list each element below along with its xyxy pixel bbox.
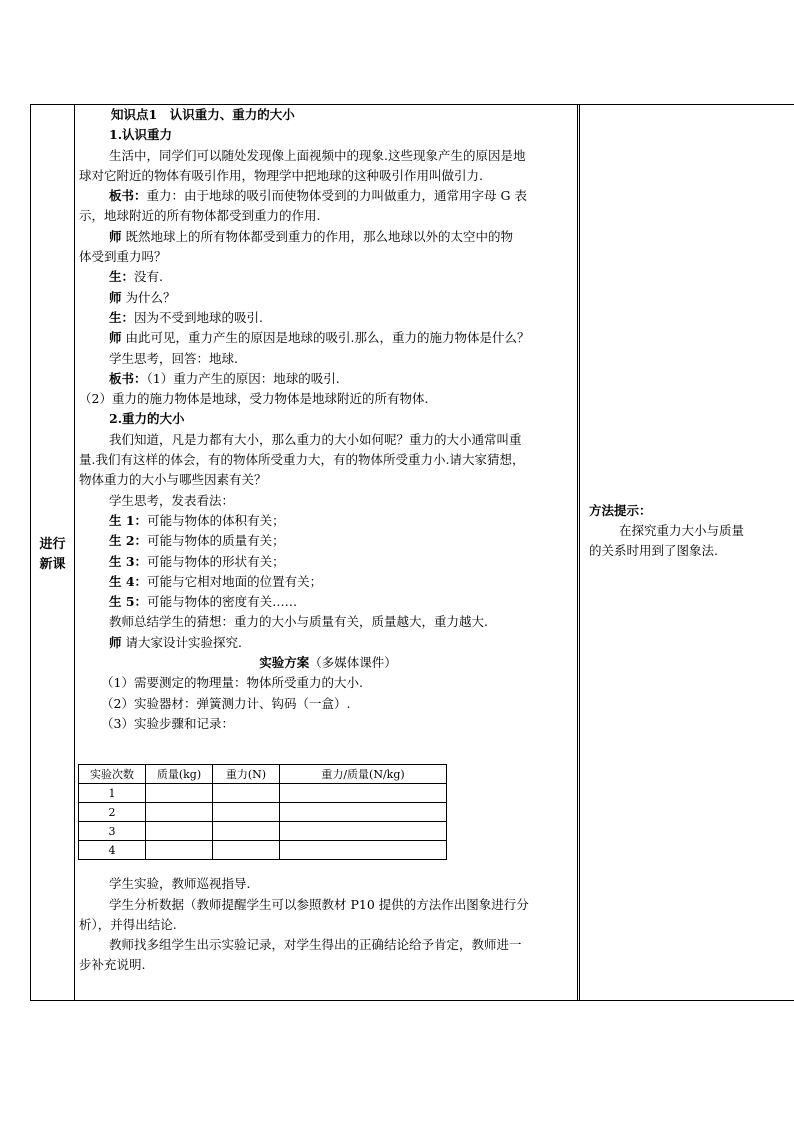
guess-label: 生 3： [109,553,148,569]
guess-1 [79,511,577,531]
table-cell [146,822,213,841]
p2-line-2: 量.我们有这样的体会，有的物体所受重力大，有的物体所受重力小.请大家猜想， [79,452,525,468]
plan-title-line [79,653,577,673]
sub2-title: 2.重力的大小 [109,411,185,427]
plan-item: （1）需要测定的物理量：物体所受重力的大小. [101,675,363,691]
think2-line: 学生思考，发表看法： [109,492,235,508]
plan-title: 实验方案 [259,655,310,671]
p2-line-3: 物体重力的大小与哪些因素有关？ [79,472,267,488]
table-cell: 3 [79,822,146,841]
table-cell [146,803,213,822]
table-header-row [79,765,447,784]
guess-text: 可能与物体的密度有关…… [147,594,298,610]
guess-label: 生 2： [109,533,148,549]
board2-line-2: （2）重力的施力物体是地球，受力物体是地球附近的所有物体. [79,391,429,407]
table-header: 质量(kg) [146,765,213,784]
student-label: 生： [109,269,135,285]
teacher-label: 师 [109,228,122,244]
plan-subtitle: （多媒体课件） [309,655,397,671]
board2-label: 板书： [109,370,147,386]
table-cell [213,841,280,860]
teacher-label: 师 [109,634,122,650]
q2-line [79,288,577,308]
guess-4 [79,572,577,592]
a1-text: 没有. [134,269,163,285]
after-line-2a: 学生分析数据（教师提醒学生可以参照教材 P10 提供的方法作出图象进行分 [109,896,529,912]
plan-item: （3）实验步骤和记录： [101,715,234,731]
guess-text: 可能与物体的形状有关； [147,553,285,569]
table-cell [280,784,447,803]
table-cell: 1 [79,784,146,803]
board1-label: 板书： [109,188,147,204]
tip-title: 方法提示： [589,503,652,518]
table-row [79,822,447,841]
table-row [79,841,447,860]
a2-text: 因为不受到地球的吸引. [134,309,263,325]
design-line [79,633,577,653]
think1-line: 学生思考，回答：地球. [109,350,238,366]
table-cell: 2 [79,803,146,822]
board1-line-2: 示，地球附近的所有物体都受到重力的作用. [79,208,321,224]
table-header: 实验次数 [79,765,146,784]
teacher-label: 师 [109,289,122,305]
q2-text: 为什么？ [121,289,176,305]
guess-label: 生 1： [109,512,148,528]
q1-line-1 [79,227,577,247]
tip-line-2: 的关系时用到了图象法. [589,543,718,558]
q1-line-2: 体受到重力吗？ [79,249,167,265]
table-cell [146,784,213,803]
table-cell [280,803,447,822]
stage-line-1: 进行 [39,537,66,552]
table-row [79,784,447,803]
table-cell [280,841,447,860]
guess-5 [79,592,577,612]
teacher-label: 师 [109,330,122,346]
design-text: 请大家设计实验探究. [121,634,242,650]
board1-line-1 [79,186,577,206]
sub1-title: 1.认识重力 [109,127,173,143]
table-cell [213,803,280,822]
student-label: 生： [109,309,135,325]
guess-text: 可能与物体的体积有关； [147,512,285,528]
p2-line-1: 我们知道，凡是力都有大小，那么重力的大小如何呢？重力的大小通常叫重 [109,431,522,447]
board1-text-1: 重力：由于地球的吸引而使物体受到的力叫做重力，通常用字母 G 表 [146,188,527,204]
tip-line-1: 在探究重力大小与质量 [619,523,745,538]
experiment-table [78,764,447,860]
after-line-1: 学生实验，教师巡视指导. [109,876,251,892]
table-header: 重力/质量(N/kg) [280,765,447,784]
board2-text: （1）重力产生的原因：地球的吸引. [146,370,340,386]
guess-3 [79,552,577,572]
after-line-2b: 析），并得出结论. [79,916,177,932]
lesson-table [30,104,794,1001]
intro-line-2: 球对它附近的物体有吸引作用，物理学中把地球的这种吸引作用叫做引力. [79,167,483,183]
intro-line-1: 生活中，同学们可以随处发现像上面视频中的现象.这些现象产生的原因是地 [109,147,526,163]
column-divider-double [577,105,580,1000]
plan-item: （2）实验器材：弹簧测力计、钩码（一盒）. [101,695,351,711]
a2-line [79,308,577,328]
table-header: 重力(N) [213,765,280,784]
stage-label [31,535,74,575]
table-row [79,803,447,822]
summary-line: 教师总结学生的猜想：重力的大小与质量有关，质量越大，重力越大. [109,614,488,630]
a1-line [79,267,577,287]
guess-2 [79,531,577,551]
after-line-3a: 教师找多组学生出示实验记录，对学生得出的正确结论给予肯定，教师进一 [109,937,522,953]
q3-text: 由此可见，重力产生的原因是地球的吸引.那么，重力的施力物体是什么？ [121,330,530,346]
table-cell [280,822,447,841]
column-divider [74,105,75,1000]
after-line-3b: 步补充说明. [79,957,146,973]
section-title: 知识点1 认识重力、重力的大小 [111,107,295,122]
guess-text: 可能与它相对地面的位置有关； [147,573,323,589]
method-tip [589,501,777,561]
table-cell [146,841,213,860]
table-cell [213,784,280,803]
stage-line-2: 新课 [39,557,66,572]
q1-text-1: 既然地球上的所有物体都受到重力的作用，那么地球以外的太空中的物 [121,228,513,244]
guess-label: 生 5： [109,594,148,610]
table-cell: 4 [79,841,146,860]
q3-line [79,328,577,348]
guess-label: 生 4： [109,573,148,589]
guess-text: 可能与物体的质量有关； [147,533,285,549]
board2-line-1 [79,369,577,389]
table-cell [213,822,280,841]
